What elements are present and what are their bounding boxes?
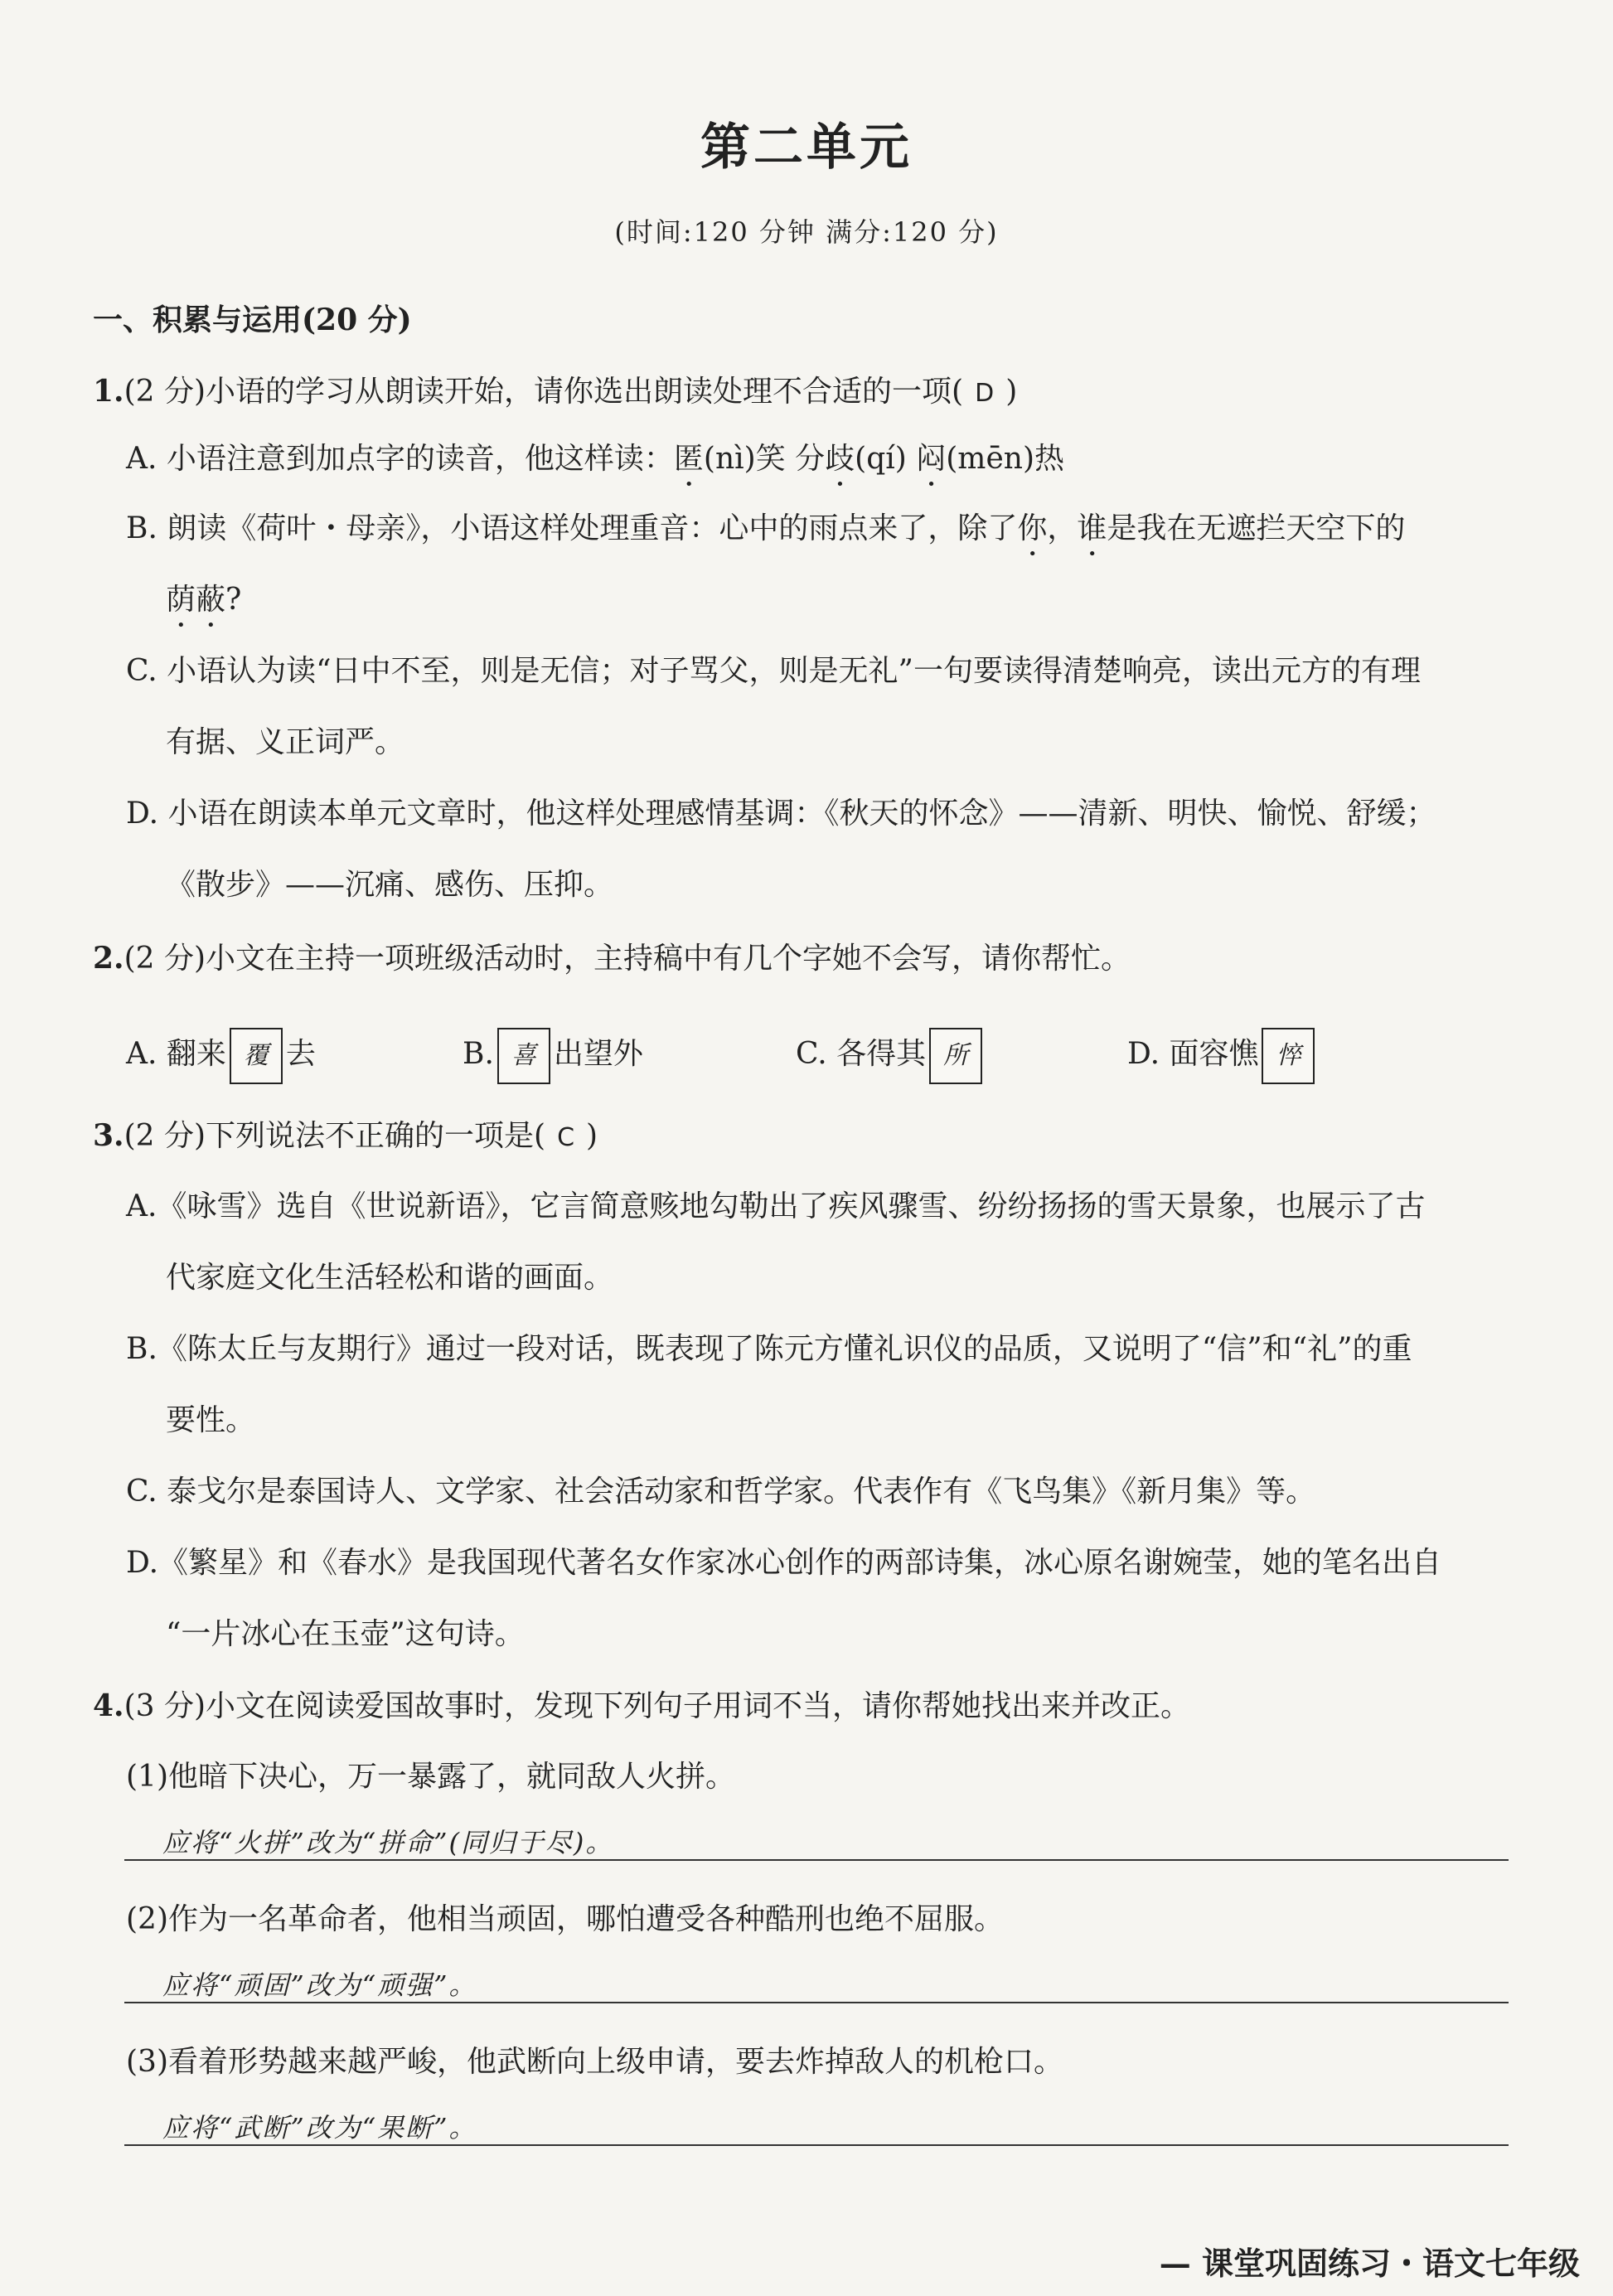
answer-mark: C bbox=[557, 1123, 575, 1152]
option-c-cont: 有据、义正词严。 bbox=[166, 725, 405, 759]
exam-info: (时间:120 分钟 满分:120 分) bbox=[614, 216, 999, 248]
option-a: A.《咏雪》选自《世说新语》，它言简意赅地勾勒出了疾风骤雪、纷纷扬扬的雪天景象，也展示了古 bbox=[126, 1189, 1426, 1223]
question-2 bbox=[93, 938, 1131, 979]
handwritten-answer-3: 应将“武断”改为“果断”。 bbox=[162, 2112, 477, 2143]
sentence-3: (3)看着形势越来越严峻，他武断向上级申请，要去炸掉敌人的机枪口。 bbox=[126, 2045, 1063, 2079]
option-b: B. 朗读《荷叶・母亲》，小语这样处理重音：心中的雨点来了，除了你，谁是我在无遮拦天空下的 bbox=[126, 511, 1406, 545]
question-number: 1. bbox=[93, 374, 124, 409]
answer-line bbox=[124, 1859, 1509, 1861]
option-b: B.《陈太丘与友期行》通过一段对话，既表现了陈元方懂礼识仪的品质，又说明了“信”和“礼”的重 bbox=[126, 1332, 1412, 1366]
option-d: D. 小语在朗读本单元文章时，他这样处理感情基调：《秋天的怀念》——清新、明快、愉悦、舒缓； bbox=[126, 797, 1436, 831]
question-3: 3.(2 分)下列说法不正确的一项是( C ) bbox=[93, 1118, 598, 1153]
fill-option-b: B. 喜 出望外 bbox=[463, 1028, 643, 1084]
question-stem: (3 分)小文在阅读爱国故事时，发现下列句子用词不当，请你帮她找出来并改正。 bbox=[124, 1689, 1191, 1723]
section-heading: 一、积累与运用(20 分) bbox=[93, 303, 412, 337]
question-1: 1.(2 分)小语的学习从朗读开始，请你选出朗读处理不合适的一项( D ) bbox=[93, 374, 1018, 409]
answer-line bbox=[124, 2144, 1509, 2146]
option-c: C. 小语认为读“日中不至，则是无信；对子骂父，则是无礼”一句要读得清楚响亮，读出元方的有理 bbox=[126, 654, 1421, 688]
sentence-1: (1)他暗下决心，万一暴露了，就同敌人火拼。 bbox=[126, 1760, 735, 1794]
fill-option-d: D. 面容憔 悴 bbox=[1127, 1028, 1318, 1084]
option-d-cont: “一片冰心在玉壶”这句诗。 bbox=[166, 1617, 525, 1651]
fill-box: 所 bbox=[929, 1028, 982, 1084]
dotted-char: 闷 bbox=[916, 442, 947, 476]
question-stem: (2 分)小语的学习从朗读开始，请你选出朗读处理不合适的一项( bbox=[124, 375, 964, 409]
question-number: 2. bbox=[93, 941, 124, 976]
handwritten-answer-2: 应将“顽固”改为“顽强”。 bbox=[162, 1969, 477, 2001]
fill-option-a: A. 翻来 覆 去 bbox=[126, 1028, 316, 1084]
option-b-cont: 荫蔽? bbox=[166, 583, 242, 617]
handwritten-answer-1: 应将“火拼”改为“拼命”(同归于尽)。 bbox=[162, 1827, 614, 1858]
question-stem: (2 分)小文在主持一项班级活动时，主持稿中有几个字她不会写，请你帮忙。 bbox=[124, 942, 1131, 976]
sentence-2: (2)作为一名革命者，他相当顽固，哪怕遭受各种酷刑也绝不屈服。 bbox=[126, 1902, 1004, 1936]
question-number: 3. bbox=[93, 1118, 124, 1153]
option-b-cont: 要性。 bbox=[166, 1403, 256, 1437]
answer-line bbox=[124, 2002, 1509, 2003]
question-stem: (2 分)下列说法不正确的一项是( bbox=[124, 1119, 546, 1153]
dotted-char: 匿 bbox=[673, 442, 704, 476]
dotted-char: 歧 bbox=[825, 442, 855, 476]
page-title: 第二单元 bbox=[700, 119, 913, 177]
fill-box: 喜 bbox=[497, 1028, 550, 1084]
option-d-cont: 《散步》——沉痛、感伤、压抑。 bbox=[166, 868, 614, 902]
option-c: C. 泰戈尔是泰国诗人、文学家、社会活动家和哲学家。代表作有《飞鸟集》《新月集》等。 bbox=[126, 1475, 1316, 1509]
fill-option-c: C. 各得其 所 bbox=[796, 1028, 986, 1084]
fill-box: 悴 bbox=[1262, 1028, 1315, 1084]
option-a-cont: 代家庭文化生活轻松和谐的画面。 bbox=[166, 1261, 614, 1295]
answer-mark: D bbox=[975, 379, 995, 408]
fill-box: 覆 bbox=[230, 1028, 283, 1084]
dotted-char: 荫蔽 bbox=[166, 583, 226, 617]
question-number: 4. bbox=[93, 1688, 124, 1723]
dotted-char: 你 bbox=[1017, 511, 1048, 545]
option-a: A. 小语注意到加点字的读音，他这样读：匿(nì)笑 分歧(qí) 闷(mēn)热 bbox=[126, 442, 1064, 476]
option-d: D.《繁星》和《春水》是我国现代著名女作家冰心创作的两部诗集，冰心原名谢婉莹，她的笔名出自 bbox=[126, 1546, 1442, 1580]
question-4 bbox=[93, 1686, 1190, 1727]
page-footer: — 课堂巩固练习・语文七年级 bbox=[1159, 2245, 1580, 2282]
dotted-char: 谁 bbox=[1077, 511, 1107, 545]
